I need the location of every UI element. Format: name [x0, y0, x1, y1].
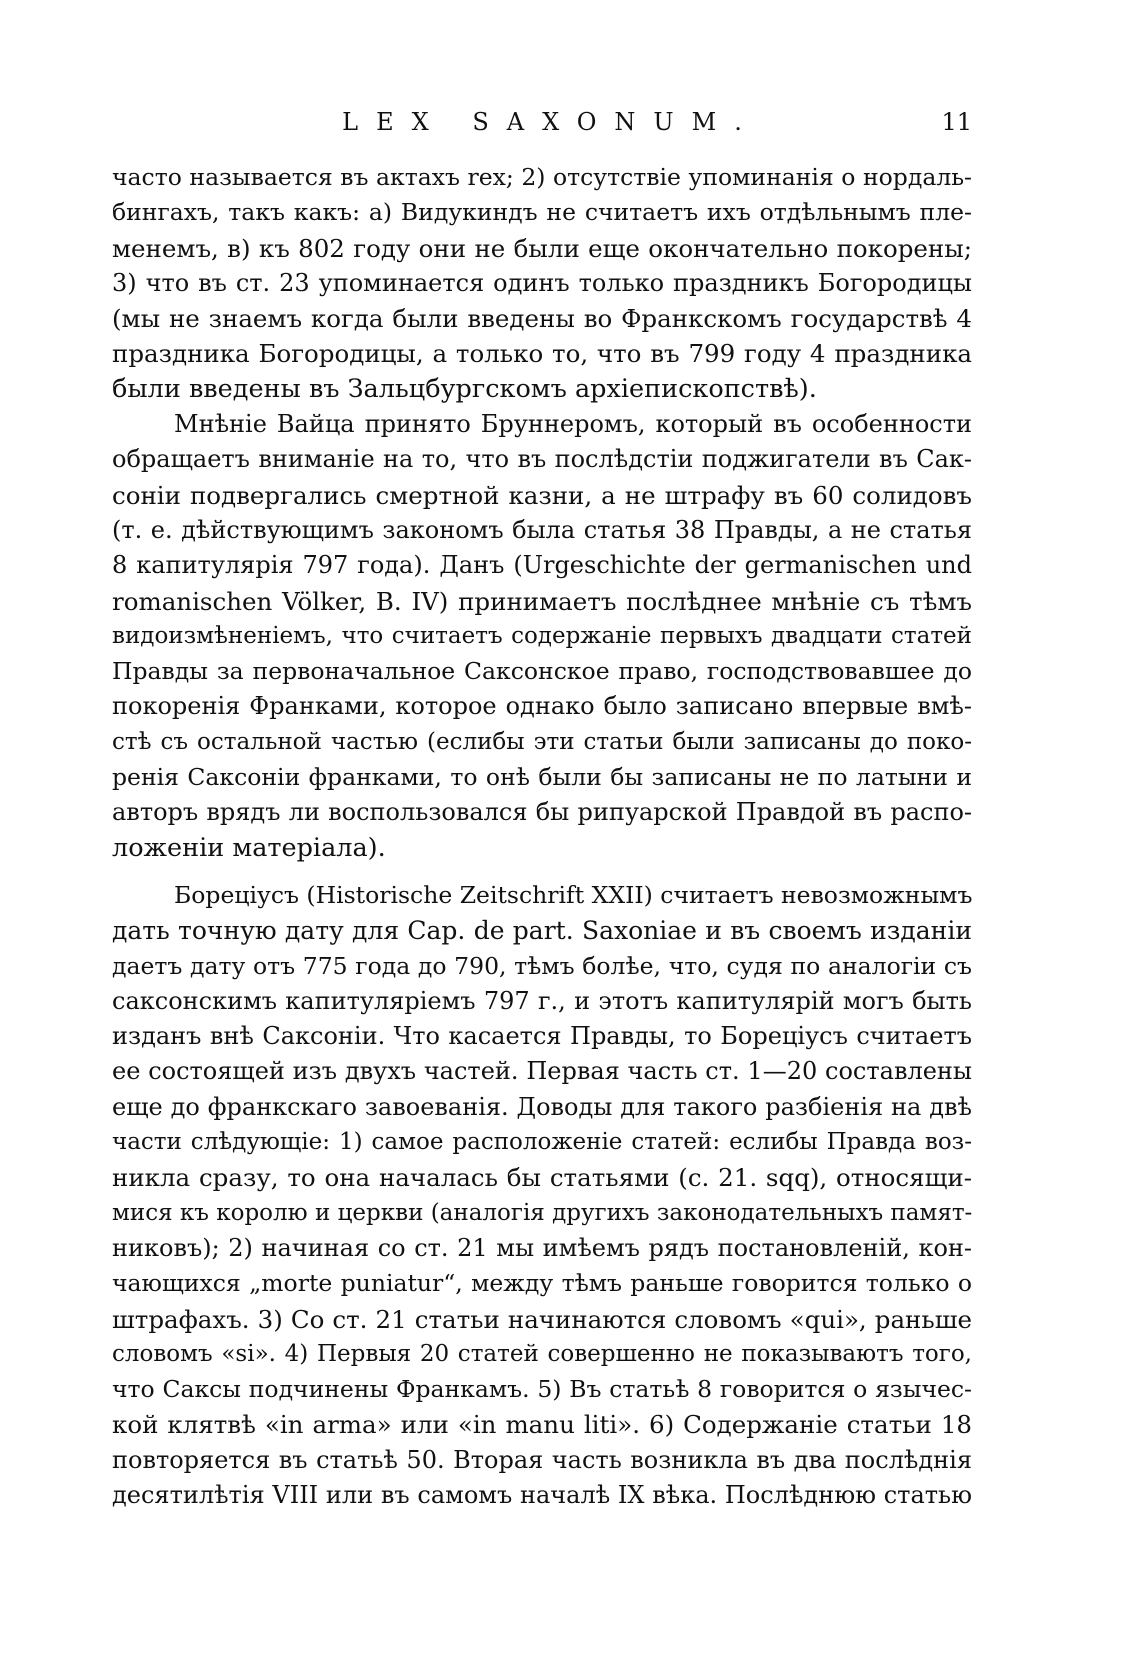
text-line: что Саксы подчинены Франкамъ. 5) Въ статьѣ 8 говорится о язычес- — [112, 1375, 972, 1404]
text-line: 8 капитулярія 797 года). Данъ (Urgeschichte der germanischen und — [112, 551, 972, 580]
text-line: видоизмѣненіемъ, что считаетъ содержаніе первыхъ двадцати статей — [112, 622, 972, 649]
text-line: были введены въ Зальцбургскомъ архіепископствѣ). — [112, 373, 817, 404]
text-line: бингахъ, такъ какъ: а) Видукиндъ не считаетъ ихъ отдѣльнымъ пле- — [112, 198, 972, 227]
text-line: никла сразу, то она началась бы статьями (с. 21. sqq), относящи- — [112, 1163, 972, 1193]
text-line: ее состоящей изъ двухъ частей. Первая часть ст. 1—20 составлены — [112, 1057, 972, 1086]
text-line: чающихся „morte puniatur“, между тѣмъ раньше говорится только о — [112, 1269, 972, 1298]
text-line: никовъ); 2) начиная со ст. 21 мы имѣемъ рядъ постановленій, кон- — [112, 1233, 972, 1262]
text-line: ренія Саксоніи франками, то онѣ были бы записаны не по латыни и — [112, 763, 972, 792]
body-text — [112, 160, 972, 1513]
text-line: обращаетъ вниманіе на то, что въ послѣдстіи поджигатели въ Сак- — [112, 445, 972, 474]
page-number: 11 — [941, 108, 972, 136]
text-line: часто называется въ актахъ rex; 2) отсутствіе упоминанія о нордаль- — [112, 163, 972, 191]
text-line: изданъ внѣ Саксоніи. Что касается Правды, то Бореціусъ считаетъ — [112, 1022, 972, 1051]
text-line: менемъ, в) къ 802 году они не были еще окончательно покорены; — [112, 233, 972, 263]
text-line: Бореціусъ (Historische Zeitschrift XXII) считаетъ невозможнымъ — [174, 880, 973, 909]
paragraph-gap — [112, 866, 972, 878]
text-line: повторяется въ статьѣ 50. Вторая часть возникла въ два послѣднія — [112, 1445, 972, 1474]
text-line: мися къ королю и церкви (аналогія другихъ законодательныхъ памят- — [112, 1199, 973, 1226]
text-line: стѣ съ остальной частью (еслибы эти статьи были записаны до поко- — [112, 728, 972, 755]
text-line: (мы не знаемъ когда были введены во Франкскомъ государствѣ 4 — [112, 304, 972, 334]
text-line: еще до франкскаго завоеванія. Доводы для такого разбіенія на двѣ — [112, 1092, 972, 1121]
text-line: дать точную дату для Cap. de part. Saxoniae и въ своемъ изданіи — [112, 916, 972, 946]
text-line: праздника Богородицы, а только то, что въ 799 году 4 праздника — [112, 339, 972, 369]
text-line: даетъ дату отъ 775 года до 790, тѣмъ болѣе, что, судя по аналогіи съ — [112, 951, 972, 980]
text-line: 3) что въ ст. 23 упоминается одинъ только праздникъ Богородицы — [112, 268, 972, 297]
text-line: штрафахъ. 3) Со ст. 21 статьи начинаются словомъ «qui», раньше — [112, 1304, 972, 1334]
text-line: десятилѣтія VIII или въ самомъ началѣ IX вѣка. Послѣднюю статью — [112, 1480, 972, 1509]
text-line: авторъ врядъ ли воспользовался бы рипуарской Правдой въ распо- — [112, 798, 972, 827]
text-line: кой клятвѣ «in arma» или «in manu liti». 6) Содержаніе статьи 18 — [112, 1410, 972, 1440]
text-line: словомъ «si». 4) Первыя 20 статей совершенно не показываютъ того, — [112, 1340, 972, 1367]
text-line: покоренія Франками, которое однако было записано впервые вмѣ- — [112, 692, 972, 721]
text-line: ложеніи матеріала). — [112, 832, 386, 863]
text-line: саксонскимъ капитуляріемъ 797 г., и этотъ капитулярій могъ быть — [112, 986, 972, 1015]
text-line: соніи подвергались смертной казни, а не штрафу въ 60 солидовъ — [112, 480, 972, 510]
text-line: romanischen Völker, B. IV) принимаетъ послѣднее мнѣніе съ тѣмъ — [112, 586, 972, 616]
page-header — [112, 108, 972, 148]
running-title: LEX SAXONUM. — [342, 108, 760, 136]
text-line: части слѣдующіе: 1) самое расположеніе статей: еслибы Правда воз- — [112, 1129, 972, 1156]
text-line: Мнѣніе Вайца принято Бруннеромъ, который въ особенности — [174, 410, 972, 439]
text-line: Правды за первоначальное Саксонское право, господствовавшее до — [112, 657, 972, 686]
text-line: (т. е. дѣйствующимъ закономъ была статья 38 Правды, а не статья — [112, 515, 972, 544]
